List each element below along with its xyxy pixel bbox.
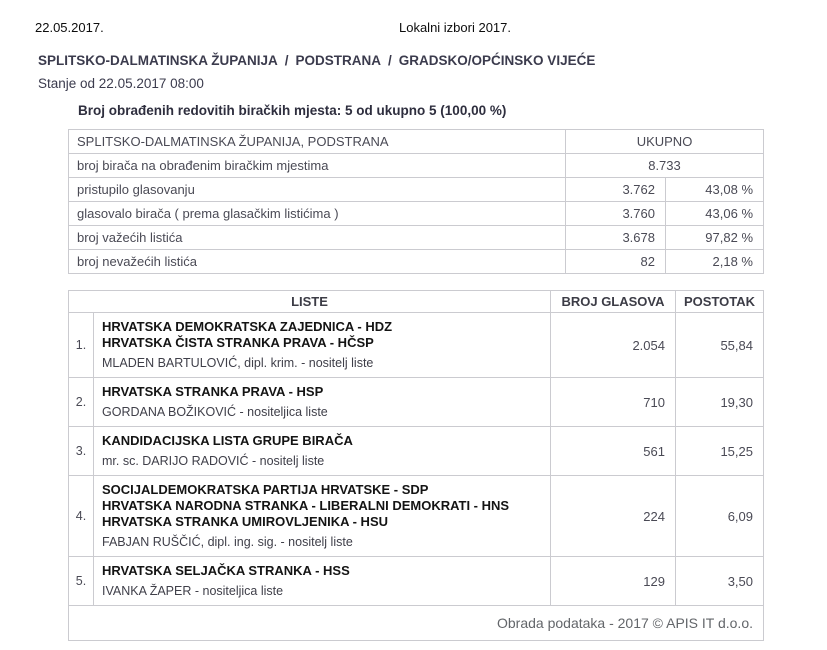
summary-row-value: 3.760 — [566, 202, 666, 226]
votes-value: 561 — [551, 427, 676, 476]
table-row — [69, 313, 764, 378]
results-table — [68, 290, 764, 641]
summary-row-label: broj birača na obrađenim biračkim mjestima — [69, 154, 566, 178]
report-date: 22.05.2017. — [35, 20, 104, 35]
list-cell — [94, 378, 551, 427]
list-cell — [94, 476, 551, 557]
breadcrumb-council: GRADSKO/OPĆINSKO VIJEĆE — [398, 53, 596, 68]
table-row — [69, 154, 764, 178]
list-holder: MLADEN BARTULOVIĆ, dipl. krim. - nositelj liste — [102, 356, 374, 370]
votes-value: 224 — [551, 476, 676, 557]
percent-value: 15,25 — [676, 427, 764, 476]
votes-value: 710 — [551, 378, 676, 427]
breadcrumb — [38, 53, 595, 68]
list-holder: GORDANA BOŽIKOVIĆ - nositeljica liste — [102, 405, 328, 419]
summary-row-percent: 43,06 % — [666, 202, 764, 226]
summary-row-value: 3.678 — [566, 226, 666, 250]
summary-row-percent: 2,18 % — [666, 250, 764, 274]
processing-credit: Obrada podataka - 2017 © APIS IT d.o.o. — [69, 606, 764, 641]
table-row — [69, 557, 764, 606]
election-title: Lokalni izbori 2017. — [398, 20, 512, 35]
table-row — [69, 378, 764, 427]
table-row — [69, 178, 764, 202]
party-name: HRVATSKA DEMOKRATSKA ZAJEDNICA - HDZ — [102, 319, 393, 334]
row-number: 2. — [69, 378, 94, 427]
table-row — [69, 202, 764, 226]
votes-value: 2.054 — [551, 313, 676, 378]
breadcrumb-separator: / — [388, 53, 392, 68]
list-holder: mr. sc. DARIJO RADOVIĆ - nositelj liste — [102, 454, 325, 468]
party-name: SOCIJALDEMOKRATSKA PARTIJA HRVATSKE - SDP — [102, 482, 429, 497]
party-name: KANDIDACIJSKA LISTA GRUPE BIRAČA — [102, 433, 353, 448]
votes-value: 129 — [551, 557, 676, 606]
breadcrumb-county[interactable]: SPLITSKO-DALMATINSKA ŽUPANIJA — [38, 53, 278, 68]
table-row — [69, 476, 764, 557]
results-header-row — [69, 291, 764, 313]
row-number: 5. — [69, 557, 94, 606]
party-name: HRVATSKA STRANKA PRAVA - HSP — [102, 384, 324, 399]
row-number: 1. — [69, 313, 94, 378]
breadcrumb-municipality[interactable]: PODSTRANA — [295, 53, 382, 68]
list-holder: FABJAN RUŠČIĆ, dipl. ing. sig. - nositelj liste — [102, 535, 353, 549]
results-footer-row — [69, 606, 764, 641]
table-row — [69, 226, 764, 250]
results-header-percent: POSTOTAK — [676, 291, 764, 313]
summary-row-label: broj nevažećih listića — [69, 250, 566, 274]
percent-value: 19,30 — [676, 378, 764, 427]
summary-header-value: UKUPNO — [566, 130, 764, 154]
summary-row-percent: 97,82 % — [666, 226, 764, 250]
summary-header-row — [69, 130, 764, 154]
status-line: Stanje od 22.05.2017 08:00 — [38, 76, 204, 91]
percent-value: 6,09 — [676, 476, 764, 557]
list-holder: IVANKA ŽAPER - nositeljica liste — [102, 584, 284, 598]
row-number: 3. — [69, 427, 94, 476]
row-number: 4. — [69, 476, 94, 557]
summary-table — [68, 129, 764, 274]
summary-header-label: SPLITSKO-DALMATINSKA ŽUPANIJA, PODSTRANA — [69, 130, 566, 154]
party-name: HRVATSKA NARODNA STRANKA - LIBERALNI DEMOKRATI - HNS — [102, 498, 510, 513]
list-cell — [94, 557, 551, 606]
summary-row-label: pristupilo glasovanju — [69, 178, 566, 202]
results-header-lists: LISTE — [69, 291, 551, 313]
results-header-votes: BROJ GLASOVA — [551, 291, 676, 313]
processed-title: Broj obrađenih redovitih biračkih mjesta: 5 od ukupno 5 (100,00 %) — [78, 103, 507, 118]
party-name: HRVATSKA SELJAČKA STRANKA - HSS — [102, 563, 350, 578]
summary-row-value: 8.733 — [566, 154, 764, 178]
summary-row-value: 82 — [566, 250, 666, 274]
table-row — [69, 250, 764, 274]
summary-row-value: 3.762 — [566, 178, 666, 202]
summary-row-percent: 43,08 % — [666, 178, 764, 202]
list-cell — [94, 427, 551, 476]
party-name: HRVATSKA STRANKA UMIROVLJENIKA - HSU — [102, 514, 389, 529]
list-cell — [94, 313, 551, 378]
breadcrumb-separator: / — [284, 53, 289, 68]
table-row — [69, 427, 764, 476]
percent-value: 55,84 — [676, 313, 764, 378]
summary-row-label: broj važećih listića — [69, 226, 566, 250]
summary-row-label: glasovalo birača ( prema glasačkim listićima ) — [69, 202, 566, 226]
percent-value: 3,50 — [676, 557, 764, 606]
party-name: HRVATSKA ČISTA STRANKA PRAVA - HČSP — [102, 335, 374, 350]
